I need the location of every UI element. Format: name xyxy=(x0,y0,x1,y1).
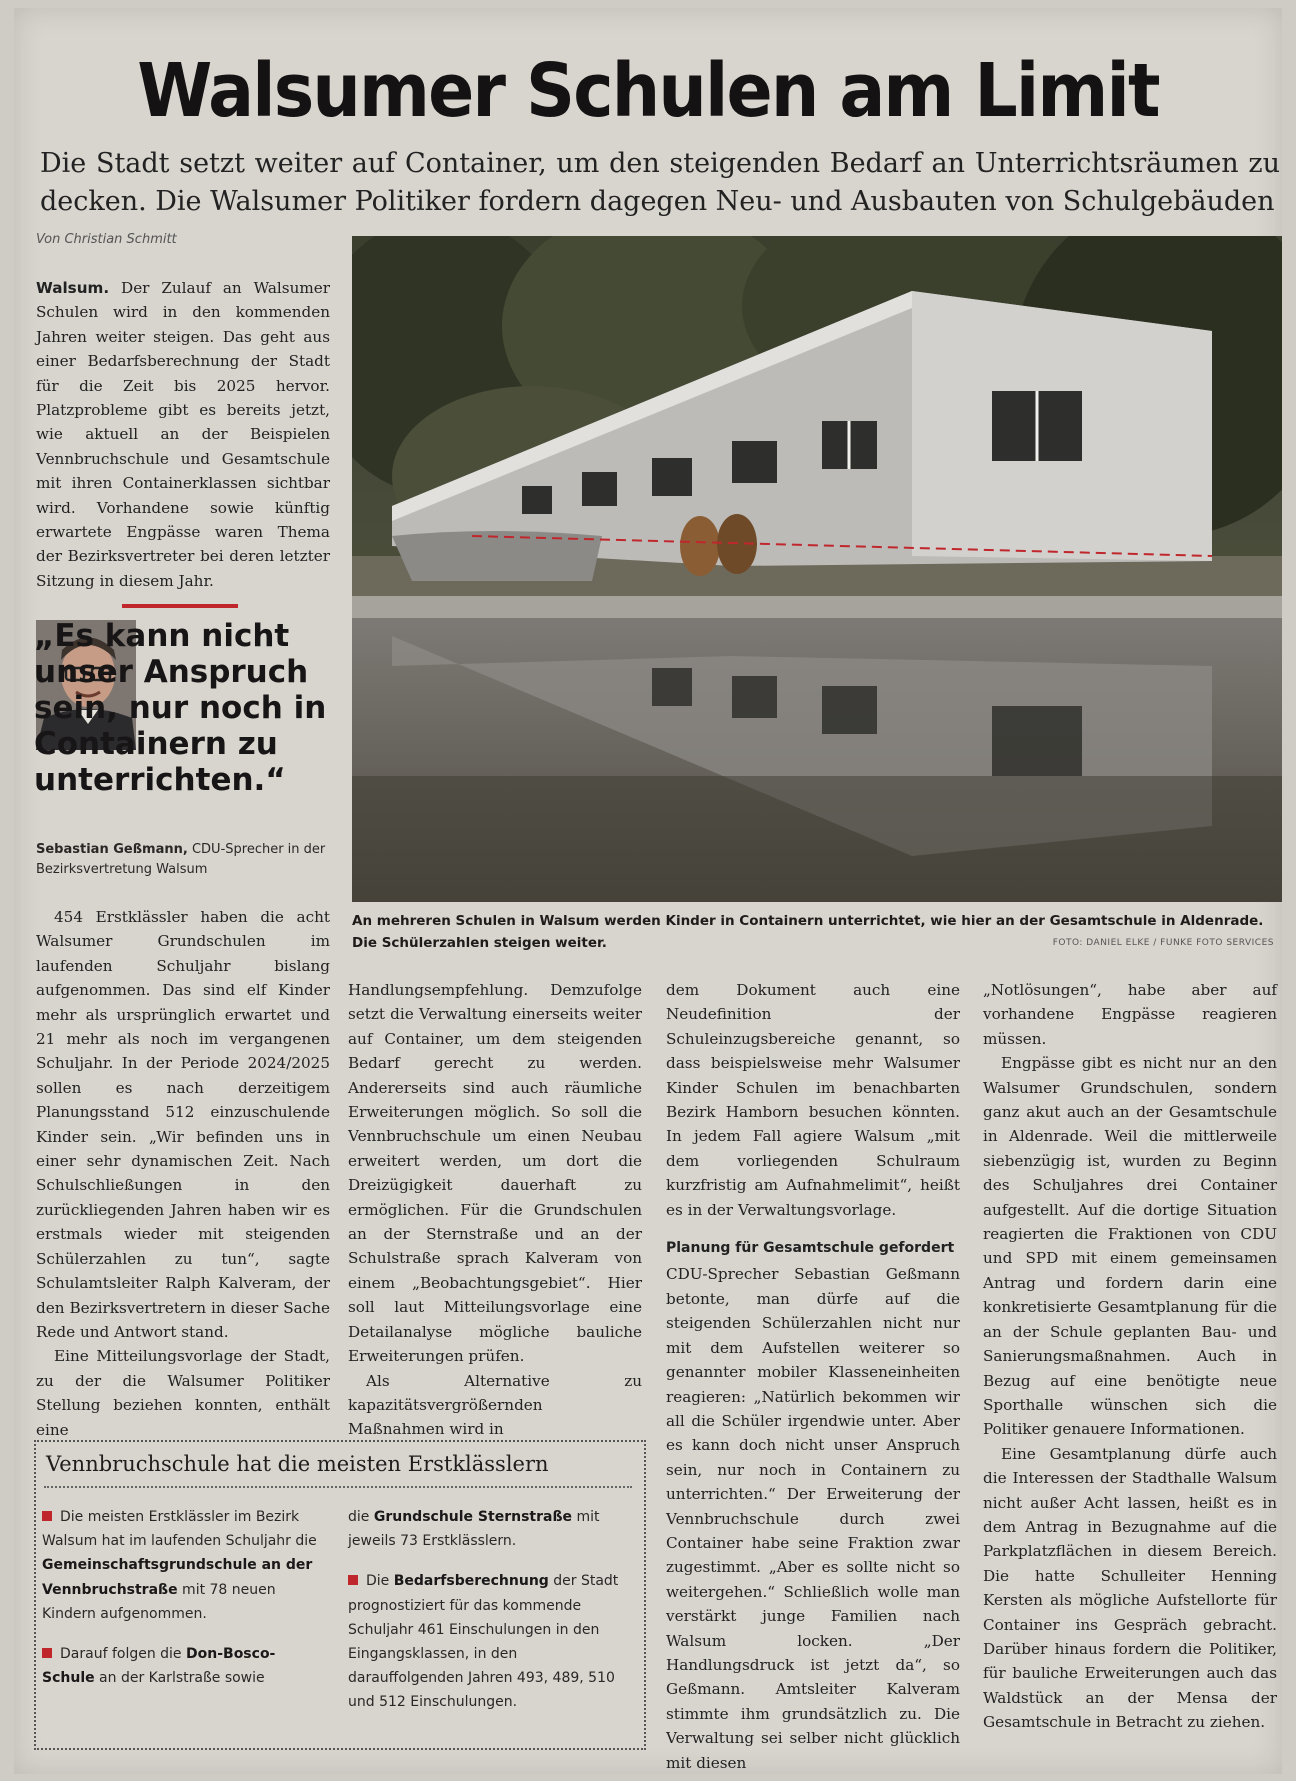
bullet-icon xyxy=(42,1648,52,1658)
paragraph: 454 Erstklässler haben die acht Walsumer Grundschulen im laufenden Schuljahr bislang aufgenommen. Das sind elf Kinder mehr als ursprünglich erwartet und 21 mehr als noch im vergangenen Schuljahr. In der Periode 2024/2025 sollen es nach derzeitigem Planungsstand 512 einzuschulende Kinder sein. „Wir befinden uns in einer sehr dynamischen Zeit. Nach Schulschließungen in den zurückliegenden Jahren haben wir es erstmals wieder mit steigenden Schülerzahlen zu tun“, sagte Schulamtsleiter Ralph Kalveram, der den Bezirksvertretern in dieser Sache Rede und Antwort stand. xyxy=(36,908,330,1341)
paragraph: dem Dokument auch eine Neudefinition der Schuleinzugsbereiche genannt, so dass beispielsweise mehr Walsumer Kinder Schulen im benachbarten Bezirk Hamborn besuchen könnten. In jedem Fall agiere Walsum „mit dem vorliegenden Schulraum kurzfristig am Aufnahmelimit“, heißt es in der Verwaltungsvorlage. xyxy=(666,981,960,1219)
column-3 xyxy=(666,978,960,1775)
headline: Walsumer Schulen am Limit xyxy=(137,48,1159,134)
paragraph: Eine Gesamtplanung dürfe auch die Interessen der Stadthalle Walsum nicht außer Acht lassen, heißt es in dem Antrag in Bezugnahme auf die Parkplatzflächen in diesem Bereich. Die hatte Schulleiter Henning Kersten als mögliche Aufstellorte für Container ins Gespräch gebracht. Darüber hinaus fordern die Politiker, für bauliche Erweiterungen auch das Waldstück an der Mensa der Gesamtschule in Betracht zu ziehen. xyxy=(983,1444,1277,1732)
column-4 xyxy=(983,978,1277,1735)
quote-name: Sebastian Geßmann, xyxy=(36,842,188,857)
paragraph: Als Alternative zu kapazitätsvergrößernden Maßnahmen wird in xyxy=(348,1371,642,1439)
photo-credit: FOTO: DANIEL ELKE / FUNKE FOTO SERVICES xyxy=(1052,938,1274,948)
section-subheading: Planung für Gesamtschule gefordert xyxy=(666,1240,955,1257)
paragraph: Handlungsempfehlung. Demzufolge setzt die Verwaltung einerseits weiter auf Container, um dem steigenden Bedarf gerecht zu werden. Andererseits sind auch räumliche Erweiterungen möglich. So soll die Vennbruchschule um einen Neubau erweitert werden, um dort die Dreizügigkeit dauerhaft zu ermöglichen. Für die Grundschulen an der Sternstraße und an der Schulstraße sprach Kalveram von einem „Beobachtungsgebiet“. Hier soll laut Mitteilungsvorlage eine Detailanalyse mögliche bauliche Erweiterungen prüfen. xyxy=(348,981,642,1366)
bullet-icon xyxy=(348,1575,358,1585)
info-item: Die meisten Erstklässler im Bezirk Walsum hat im laufenden Schuljahr die Gemeinschaftsgrundschule an der Vennbruchstraße mit 78 neuen Kindern aufgenommen. xyxy=(42,1509,317,1622)
column-2 xyxy=(348,978,642,1442)
quote-accent-rule xyxy=(122,604,238,608)
paragraph: „Notlösungen“, habe aber auf vorhandene Engpässe reagieren müssen. xyxy=(983,981,1277,1048)
paragraph: CDU-Sprecher Sebastian Geßmann betonte, man dürfe auf die steigenden Schülerzahlen nicht nur mit dem Aufstellen weiterer so genannter mobiler Klasseneinheiten reagieren: „Natürlich bekommen wir all die Schüler irgendwie unter. Aber es kann doch nicht unser Anspruch sein, nur noch in Containern zu unterrichten.“ Der Erweiterung der Vennbruchschule durch zwei Container habe seine Fraktion zwar zugestimmt. „Aber es sollte nicht so weitergehen.“ Schließlich wolle man verstärkt junge Familien nach Walsum locken. „Der Handlungsdruck ist jetzt da“, so Geßmann. Amtsleiter Kalveram stimmte ihm grundsätzlich zu. Die Verwaltung sei selber nicht glücklich mit diesen xyxy=(666,1265,960,1772)
dateline: Walsum. xyxy=(36,279,110,297)
info-box-column-2 xyxy=(348,1505,628,1731)
container-school-photo xyxy=(352,236,1282,902)
info-item: Darauf folgen die Don-Bosco-Schule an der Karlstraße sowie xyxy=(42,1646,276,1687)
info-box-column-1 xyxy=(42,1505,322,1706)
pull-quote: „Es kann nicht unser Anspruch sein, nur noch in Containern zu unterrichten.“ xyxy=(34,618,327,798)
column-1 xyxy=(36,905,330,1442)
quote-attribution xyxy=(36,840,330,880)
info-item: die Grundschule Sternstraße mit jeweils 73 Erstklässlern. xyxy=(348,1509,600,1550)
intro-column xyxy=(36,276,330,593)
quote-role: CDU-Sprecher in der Bezirksvertretung Walsum xyxy=(36,842,326,877)
bullet-icon xyxy=(42,1511,52,1521)
paragraph: Engpässe gibt es nicht nur an den Walsumer Grundschulen, sondern ganz akut auch an der Gesamtschule in Aldenrade. Weil die mittlerweile siebenzügig ist, wurden zu Beginn des Schuljahres drei Container aufgestellt. Auf die dortige Situation reagierten die Fraktionen von CDU und SPD mit einem gemeinsamen Antrag und fordern darin eine konkretisierte Gesamtplanung für die an der Schule geplanten Bau- und Sanierungsmaßnahmen. Auch in Bezug auf eine benötigte neue Sporthalle wünschen sich die Politiker genauere Informationen. xyxy=(983,1054,1277,1439)
info-item: Die Bedarfsberechnung der Stadt prognostiziert für das kommende Schuljahr 461 Einschulungen in den Eingangsklassen, in den darauffolgenden Jahren 493, 489, 510 und 512 Einschulungen. xyxy=(348,1573,619,1711)
intro-text: Der Zulauf an Walsumer Schulen wird in den kommenden Jahren weiter steigen. Das geht aus einer Bedarfsberechnung der Stadt für die Zeit bis 2025 hervor. Platzprobleme gibt es bereits jetzt, wie aktuell an der Beispielen Vennbruchschule und Gesamtschule mit ihren Containerklassen sichtbar wird. Vorhandene sowie künftig erwartete Engpässe waren Thema der Bezirksvertreter bei deren letzter Sitzung in diesem Jahr. xyxy=(36,279,330,590)
info-box-divider xyxy=(44,1486,632,1488)
subheadline: Die Stadt setzt weiter auf Container, um den steigenden Bedarf an Unterrichtsräumen zu decken. Die Walsumer Politiker fordern dagegen Neu- und Ausbauten von Schulgebäuden xyxy=(40,148,1280,217)
byline: Von Christian Schmitt xyxy=(36,232,177,247)
info-box-title: Vennbruchschule hat die meisten Erstklässlern xyxy=(46,1452,549,1476)
paragraph: Eine Mitteilungsvorlage der Stadt, zu der die Walsumer Politiker Stellung beziehen konnten, enthält eine xyxy=(36,1347,330,1439)
photo-caption: An mehreren Schulen in Walsum werden Kinder in Containern unterrichtet, wie hier an der Gesamtschule in Aldenrade. Die Schülerzahlen steigen weiter. xyxy=(352,913,1264,951)
